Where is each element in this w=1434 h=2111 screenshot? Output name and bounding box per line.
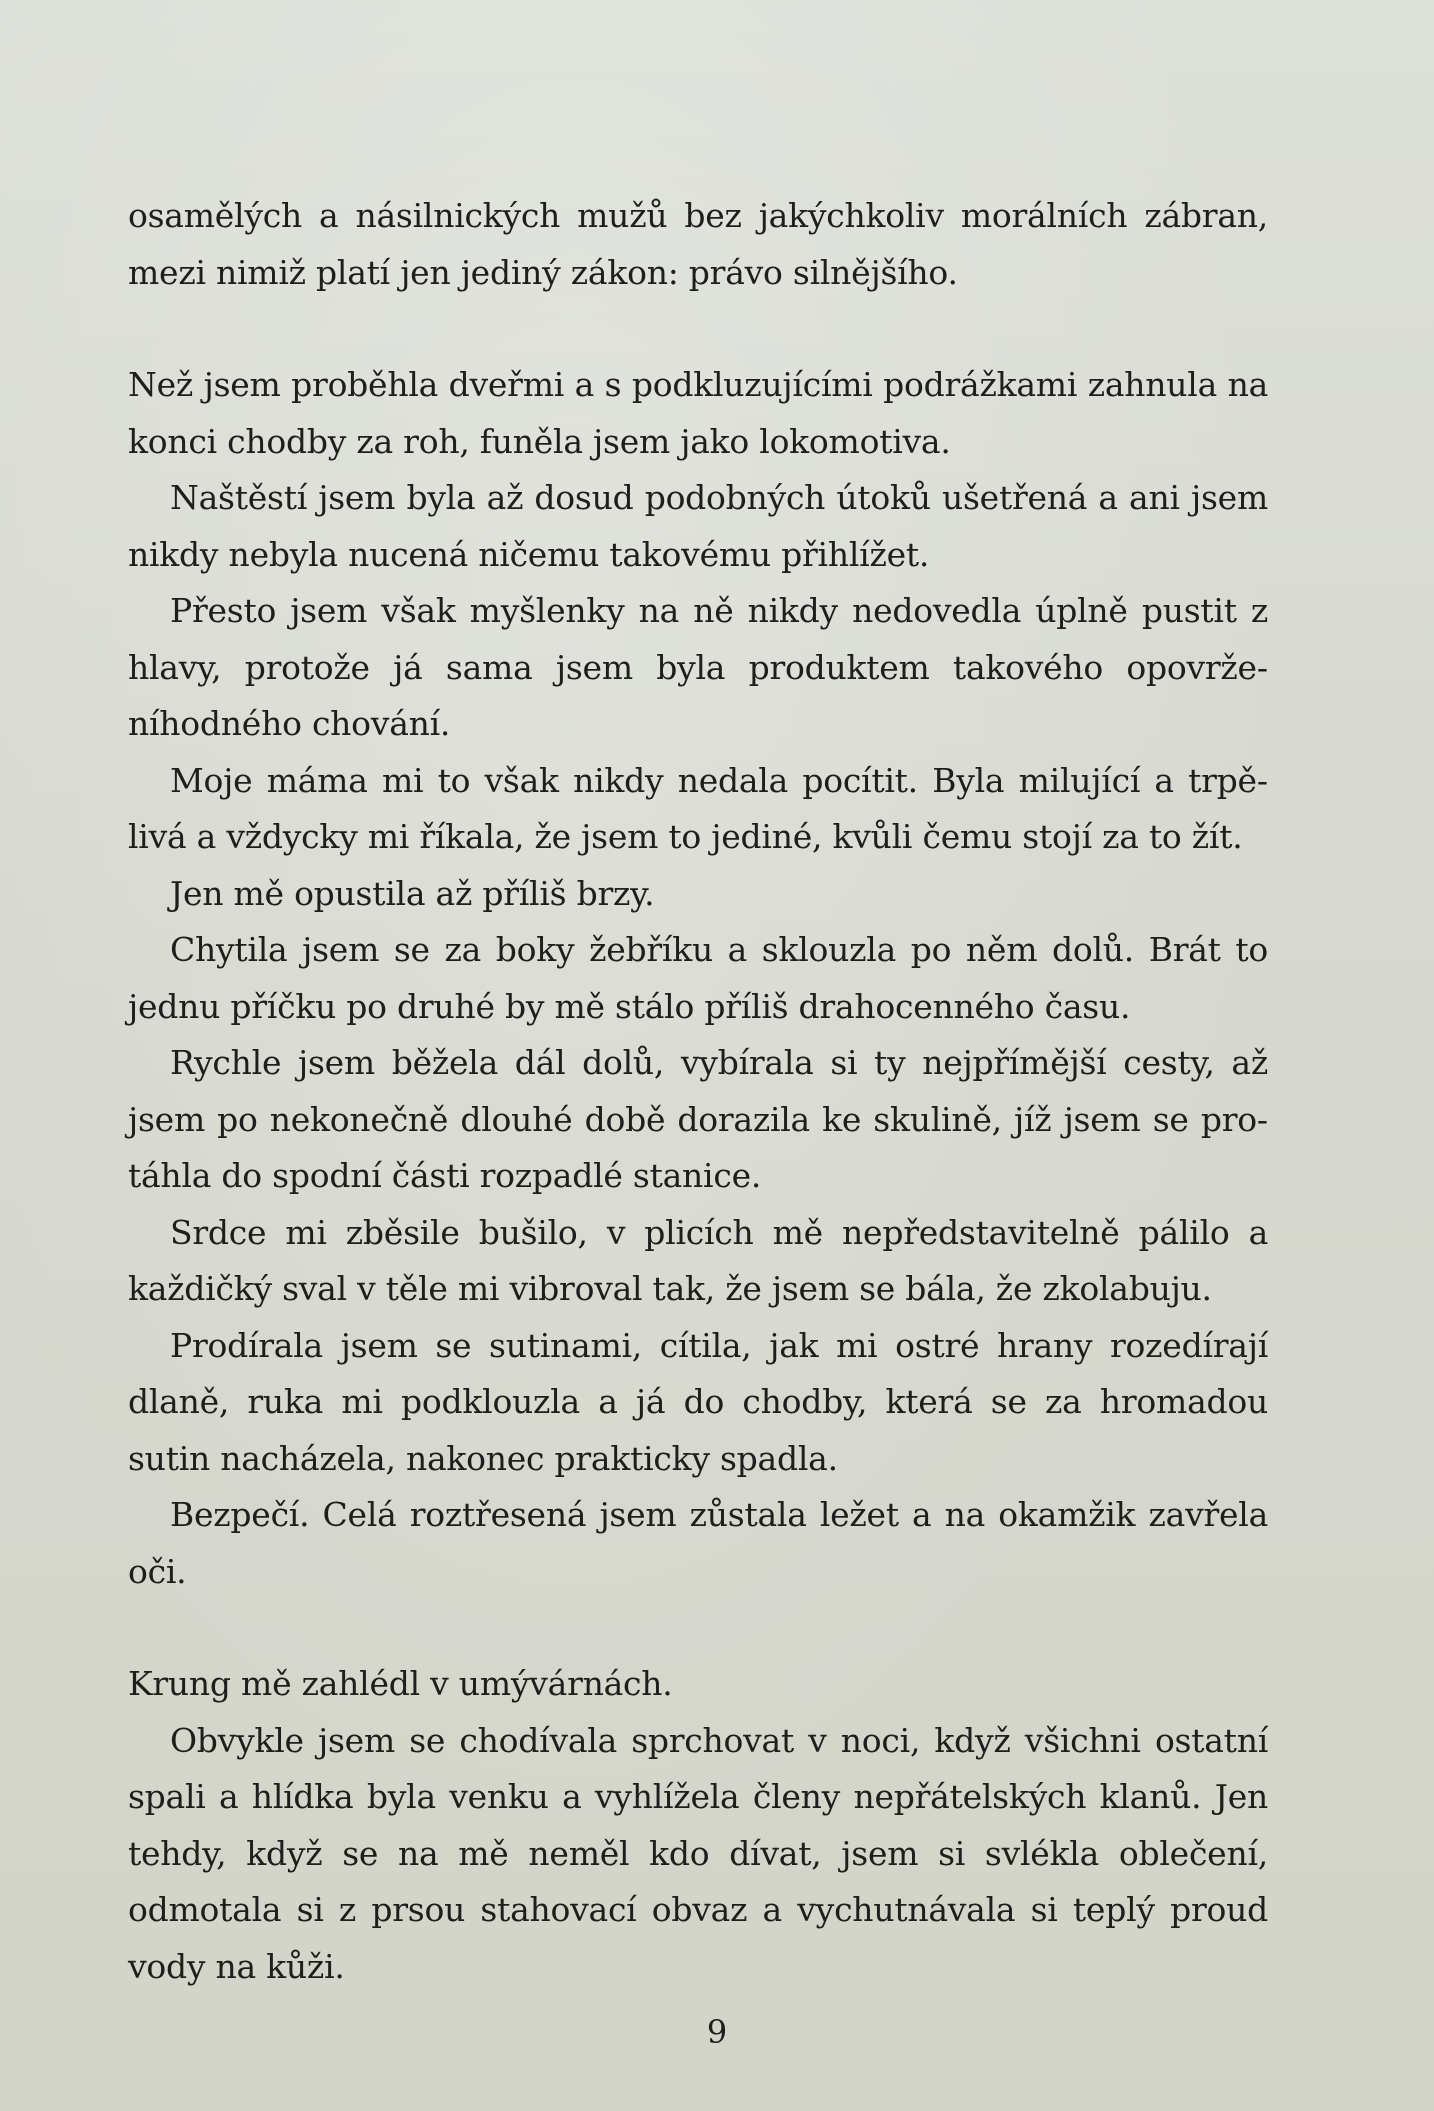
paragraph: Rychle jsem běžela dál dolů, vybírala si ty nejpřímější cesty, až jsem po nekonečně dlouhé době dorazila ke skulině, jíž jsem se protáhla do spodní části rozpadlé stanice.	[128, 1043, 1268, 1195]
paragraph: Přesto jsem však myšlenky na ně nikdy nedovedla úplně pustit z hlavy, protože já sama jsem byla produktem takového opovrženíhodného chování.	[128, 591, 1268, 743]
paragraph: Prodírala jsem se sutinami, cítila, jak mi ostré hrany rozedírají dlaně, ruka mi podklouzla a já do chodby, která se za hromadou sutin nacházela, nakonec prakticky spadla.	[128, 1325, 1268, 1478]
paragraph: Než jsem proběhla dveřmi a s podkluzujícími podrážkami zahnula na konci chodby za roh, funěla jsem jako lokomotiva.	[128, 365, 1268, 461]
paragraph: Obvykle jsem se chodívala sprchovat v noci, když všichni ostatní spali a hlídka byla venku a vyhlížela členy nepřátelských klanů. Jen tehdy, když se na mě neměl kdo dívat, jsem si svlékla oblečení, odmotala si z prsou stahovací obvaz a vychutnávala si teplý proud vody na kůži.	[128, 1720, 1268, 1986]
paragraph: Naštěstí jsem byla až dosud podobných útoků ušetřená a ani jsem nikdy nebyla nucená ničemu takovému přihlížet.	[128, 478, 1268, 574]
body-text	[128, 188, 1268, 1995]
paragraph: Srdce mi zběsile bušilo, v plicích mě nepředstavitelně pálilo a každičký sval v těle mi vibroval tak, že jsem se bála, že zkolabuju.	[128, 1212, 1268, 1308]
paragraph: Chytila jsem se za boky žebříku a sklouzla po něm dolů. Brát to jednu příčku po druhé by mě stálo příliš drahocenného času.	[128, 930, 1268, 1026]
paragraph: Moje máma mi to však nikdy nedala pocítit. Byla milující a trpělivá a vždycky mi říkala, že jsem to jediné, kvůli čemu stojí za to žít.	[128, 760, 1268, 856]
paragraph: osamělých a násilnických mužů bez jakýchkoliv morálních zábran, mezi nimiž platí jen jediný zákon: právo silnějšího.	[128, 196, 1268, 292]
paragraph: Krung mě zahlédl v umývárnách.	[128, 1664, 673, 1703]
paragraph: Bezpečí. Celá roztřesená jsem zůstala ležet a na okamžik zavřela oči.	[128, 1495, 1268, 1591]
page-number: 9	[706, 2013, 728, 2051]
paragraph: Jen mě opustila až příliš brzy.	[170, 873, 655, 913]
